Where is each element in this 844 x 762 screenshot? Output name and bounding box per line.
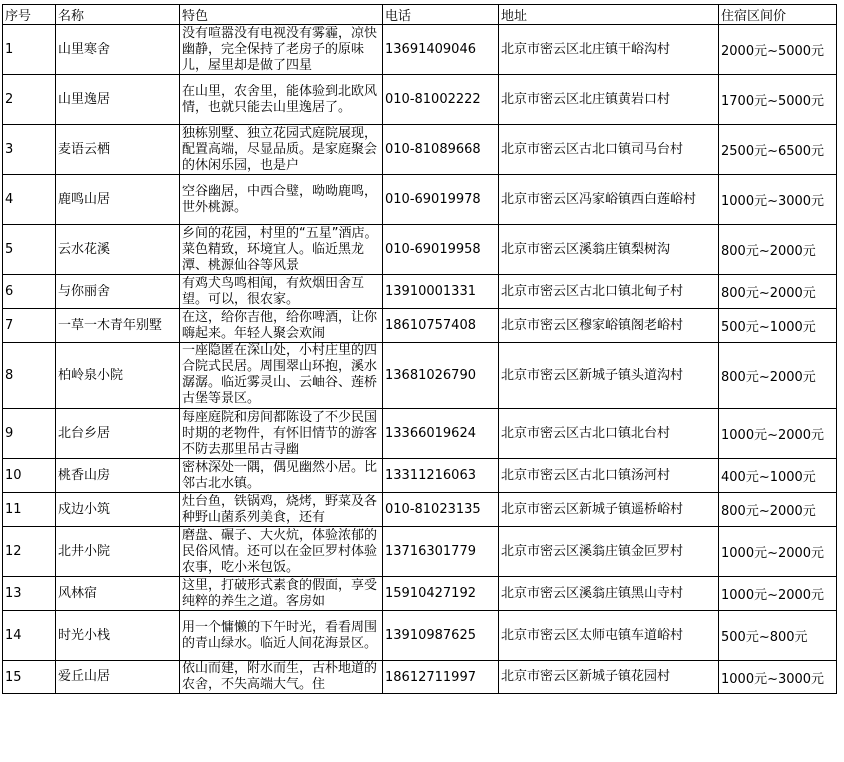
cell-price: 1000元~3000元 xyxy=(719,175,837,225)
cell-address: 北京市密云区古北口镇北台村 xyxy=(499,409,719,459)
cell-no: 3 xyxy=(3,125,56,175)
cell-phone: 13366019624 xyxy=(383,409,499,459)
cell-address: 北京市密云区古北口镇汤河村 xyxy=(499,459,719,493)
cell-address: 北京市密云区古北口镇北甸子村 xyxy=(499,275,719,309)
cell-no: 5 xyxy=(3,225,56,275)
cell-no: 12 xyxy=(3,527,56,577)
cell-no: 13 xyxy=(3,577,56,611)
cell-name: 风林宿 xyxy=(56,577,180,611)
cell-name: 戍边小筑 xyxy=(56,493,180,527)
cell-phone: 13681026790 xyxy=(383,343,499,409)
cell-address: 北京市密云区冯家峪镇西白莲峪村 xyxy=(499,175,719,225)
table-row xyxy=(3,527,837,577)
cell-address: 北京市密云区穆家峪镇阁老峪村 xyxy=(499,309,719,343)
cell-name: 山里寒舍 xyxy=(56,25,180,75)
header-row xyxy=(3,5,837,25)
cell-price: 2000元~5000元 xyxy=(719,25,837,75)
cell-feature: 独栋别墅、独立花园式庭院展现，配置高端，尽显品质。是家庭聚会的休闲乐园，也是户 xyxy=(180,125,383,175)
cell-feature: 用一个慵懒的下午时光，看看周围的青山绿水。临近人间花海景区。 xyxy=(180,611,383,661)
table-row xyxy=(3,459,837,493)
cell-no: 2 xyxy=(3,75,56,125)
cell-phone: 18612711997 xyxy=(383,661,499,694)
cell-price: 800元~2000元 xyxy=(719,493,837,527)
cell-phone: 010-81023135 xyxy=(383,493,499,527)
cell-feature: 磨盘、碾子、大火炕，体验浓郁的民俗风情。还可以在金叵罗村体验农事，吃小米包饭。 xyxy=(180,527,383,577)
cell-phone: 13691409046 xyxy=(383,25,499,75)
table-row xyxy=(3,309,837,343)
cell-address: 北京市密云区古北口镇司马台村 xyxy=(499,125,719,175)
cell-feature: 每座庭院和房间都陈设了不少民国时期的老物件，有怀旧情节的游客不防去那里吊古寻幽 xyxy=(180,409,383,459)
cell-name: 爱丘山居 xyxy=(56,661,180,694)
table-row xyxy=(3,75,837,125)
cell-address: 北京市密云区溪翁庄镇梨树沟 xyxy=(499,225,719,275)
cell-name: 云水花溪 xyxy=(56,225,180,275)
header-cell-no: 序号 xyxy=(3,5,56,25)
cell-price: 1700元~5000元 xyxy=(719,75,837,125)
cell-name: 北台乡居 xyxy=(56,409,180,459)
cell-phone: 15910427192 xyxy=(383,577,499,611)
table-row xyxy=(3,275,837,309)
cell-no: 7 xyxy=(3,309,56,343)
cell-feature: 乡间的花园，村里的“五星”酒店。菜色精致，环境宜人。临近黑龙潭、桃源仙谷等风景 xyxy=(180,225,383,275)
cell-address: 北京市密云区新城子镇头道沟村 xyxy=(499,343,719,409)
cell-price: 1000元~2000元 xyxy=(719,527,837,577)
table-row xyxy=(3,225,837,275)
header-cell-address: 地址 xyxy=(499,5,719,25)
cell-no: 4 xyxy=(3,175,56,225)
cell-feature: 这里，打破形式素食的假面，享受纯粹的养生之道。客房如 xyxy=(180,577,383,611)
cell-name: 一草一木青年别墅 xyxy=(56,309,180,343)
cell-no: 9 xyxy=(3,409,56,459)
header-cell-price: 住宿区间价 xyxy=(719,5,837,25)
table-row xyxy=(3,611,837,661)
table-row xyxy=(3,175,837,225)
header-cell-phone: 电话 xyxy=(383,5,499,25)
cell-phone: 13311216063 xyxy=(383,459,499,493)
cell-name: 柏岭泉小院 xyxy=(56,343,180,409)
cell-no: 6 xyxy=(3,275,56,309)
cell-phone: 13910987625 xyxy=(383,611,499,661)
cell-phone: 010-69019958 xyxy=(383,225,499,275)
table-row xyxy=(3,125,837,175)
cell-price: 800元~2000元 xyxy=(719,343,837,409)
cell-price: 800元~2000元 xyxy=(719,225,837,275)
cell-no: 8 xyxy=(3,343,56,409)
cell-name: 北井小院 xyxy=(56,527,180,577)
cell-address: 北京市密云区新城子镇遥桥峪村 xyxy=(499,493,719,527)
cell-feature: 灶台鱼，铁锅鸡，烧烤，野菜及各种野山菌系列美食，还有 xyxy=(180,493,383,527)
cell-address: 北京市密云区溪翁庄镇金叵罗村 xyxy=(499,527,719,577)
cell-name: 与你丽舍 xyxy=(56,275,180,309)
table-row xyxy=(3,661,837,694)
cell-phone: 010-81002222 xyxy=(383,75,499,125)
cell-name: 桃香山房 xyxy=(56,459,180,493)
table-row xyxy=(3,409,837,459)
cell-no: 1 xyxy=(3,25,56,75)
cell-no: 10 xyxy=(3,459,56,493)
cell-phone: 010-81089668 xyxy=(383,125,499,175)
cell-price: 1000元~2000元 xyxy=(719,577,837,611)
table-row xyxy=(3,577,837,611)
cell-phone: 18610757408 xyxy=(383,309,499,343)
header-cell-name: 名称 xyxy=(56,5,180,25)
cell-phone: 010-69019978 xyxy=(383,175,499,225)
cell-price: 500元~800元 xyxy=(719,611,837,661)
cell-no: 11 xyxy=(3,493,56,527)
cell-feature: 在这，给你吉他，给你啤酒，让你嗨起来。年轻人聚会欢闹 xyxy=(180,309,383,343)
cell-feature: 空谷幽居，中西合璧，呦呦鹿鸣，世外桃源。 xyxy=(180,175,383,225)
cell-name: 时光小栈 xyxy=(56,611,180,661)
cell-phone: 13716301779 xyxy=(383,527,499,577)
cell-price: 2500元~6500元 xyxy=(719,125,837,175)
cell-address: 北京市密云区溪翁庄镇黑山寺村 xyxy=(499,577,719,611)
cell-name: 麦语云栖 xyxy=(56,125,180,175)
cell-address: 北京市密云区北庄镇黄岩口村 xyxy=(499,75,719,125)
cell-no: 15 xyxy=(3,661,56,694)
cell-address: 北京市密云区新城子镇花园村 xyxy=(499,661,719,694)
table-row xyxy=(3,493,837,527)
cell-feature: 一座隐匿在深山处，小村庄里的四合院式民居。周围翠山环抱，溪水潺潺。临近雾灵山、云岫谷、莲桥古堡等景区。 xyxy=(180,343,383,409)
cell-feature: 依山而建，附水而生，古朴地道的农舍，不失高端大气。住 xyxy=(180,661,383,694)
cell-feature: 有鸡犬鸟鸣相闻，有炊烟田舍互望。可以，很农家。 xyxy=(180,275,383,309)
cell-feature: 密林深处一隅，偶见幽然小居。比邻古北水镇。 xyxy=(180,459,383,493)
cell-name: 鹿鸣山居 xyxy=(56,175,180,225)
cell-address: 北京市密云区北庄镇干峪沟村 xyxy=(499,25,719,75)
cell-no: 14 xyxy=(3,611,56,661)
cell-price: 1000元~3000元 xyxy=(719,661,837,694)
cell-feature: 在山里，农舍里，能体验到北欧风情，也就只能去山里逸居了。 xyxy=(180,75,383,125)
cell-address: 北京市密云区太师屯镇车道峪村 xyxy=(499,611,719,661)
cell-price: 400元~1000元 xyxy=(719,459,837,493)
cell-price: 1000元~2000元 xyxy=(719,409,837,459)
cell-phone: 13910001331 xyxy=(383,275,499,309)
table-row xyxy=(3,25,837,75)
cell-price: 800元~2000元 xyxy=(719,275,837,309)
homestay-table xyxy=(2,4,837,694)
cell-feature: 没有喧嚣没有电视没有雾霾，凉快幽静，完全保持了老房子的原味儿，屋里却是做了四星 xyxy=(180,25,383,75)
table-row xyxy=(3,343,837,409)
header-cell-feature: 特色 xyxy=(180,5,383,25)
cell-name: 山里逸居 xyxy=(56,75,180,125)
cell-price: 500元~1000元 xyxy=(719,309,837,343)
